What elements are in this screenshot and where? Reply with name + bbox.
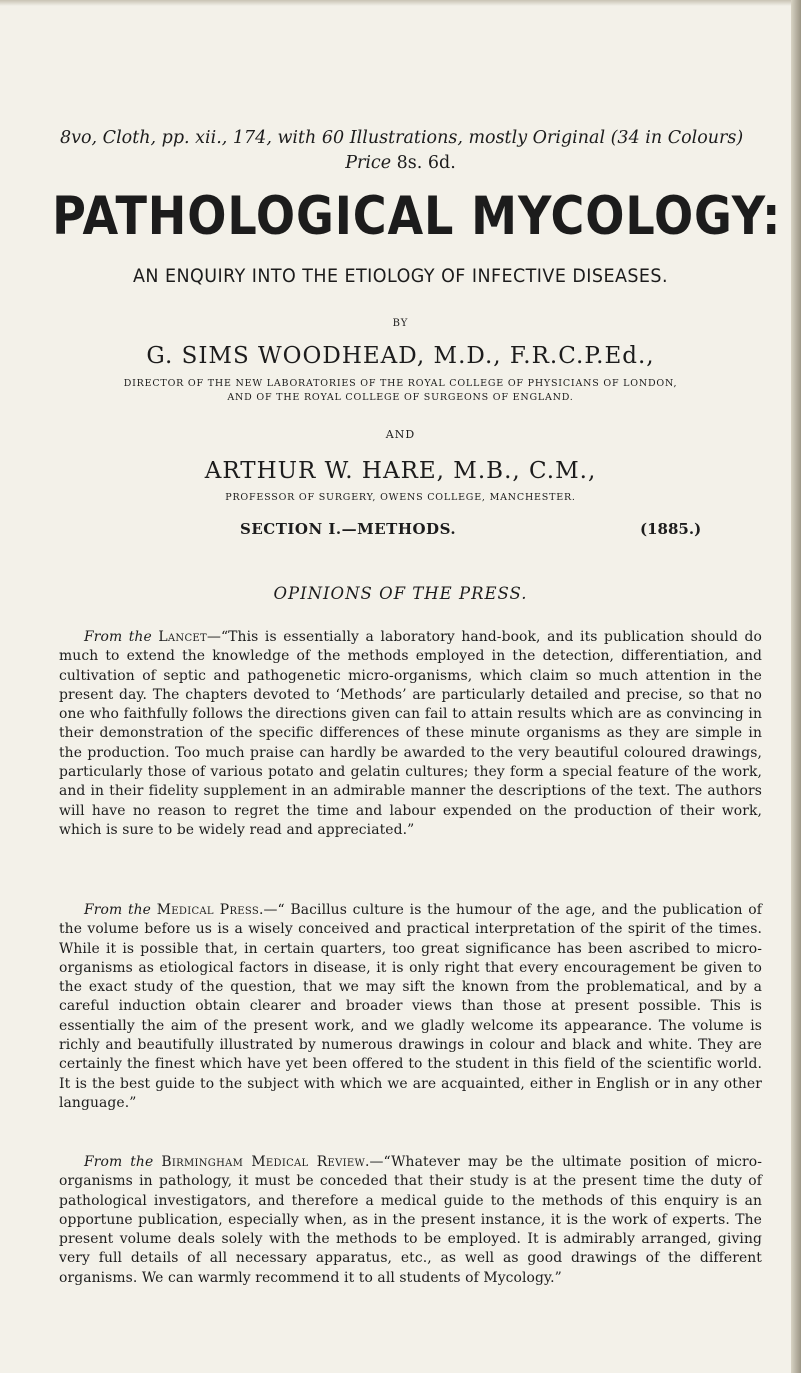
price-amount: 8s. 6d. — [396, 153, 456, 173]
book-subtitle: AN ENQUIRY INTO THE ETIOLOGY OF INFECTIVE DISEASES. — [132, 265, 669, 287]
review-from: From the — [84, 902, 152, 918]
price-line — [0, 153, 801, 173]
page-right-edge — [791, 0, 801, 1373]
affiliation-line-1: DIRECTOR OF THE NEW LABORATORIES OF THE ROYAL COLLEGE OF PHYSICIANS OF LONDON, — [123, 378, 678, 389]
book-title: PATHOLOGICAL MYCOLOGY: — [52, 186, 782, 247]
review-medical-press — [59, 901, 762, 1113]
review-text: .—“Whatever may be the ultimate position of micro-organisms in pathology, it must be conceded that their study is at the present time the duty of pathological investigators, and therefore a medical guide to the methods of this enquiry is an opportune publication, especially when, as in the present instance, it is the work of experts. The present volume deals solely with the methods to be employed. It is admirably arranged, giving very full details of all necessary apparatus, etc., as well as good drawings of the different organisms. We can warmly recommend it to all students of Mycology.” — [59, 1154, 763, 1286]
publication-year: (1885.) — [640, 520, 702, 538]
review-from: From the — [84, 1154, 154, 1170]
review-birmingham — [59, 1153, 762, 1288]
by-line: BY — [392, 318, 409, 329]
affiliation-line-2: AND OF THE ROYAL COLLEGE OF SURGEONS OF ENGLAND. — [227, 392, 574, 403]
review-source: Birmingham Medical Review — [161, 1154, 366, 1170]
section-heading: SECTION I.—METHODS. — [240, 520, 457, 538]
opinions-heading: OPINIONS OF THE PRESS. — [273, 584, 528, 603]
review-text: —“This is essentially a laboratory hand-book, and its publication should do much to extend the knowledge of the methods employed in the detection, differentiation, and cultivation of septic and pathogenetic micro-organisms, which claim so much attention in the present day. The chapters devoted to ‘Methods’ are particularly detailed and precise, so that no one who faithfully follows the directions given can fail to attain results which are as convincing in their demonstration of the specific differences of these minute organisms as they are simple in the production. Too much praise can hardly be awarded to the very beautiful coloured drawings, particularly those of various potato and gelatin cultures; they form a special feature of the work, and in their fidelity supplement in an admirable manner the descriptions of the text. The authors will have no reason to regret the time and labour expended on the production of their work, which is sure to be widely read and appreciated.” — [59, 629, 763, 838]
review-text: .—“ Bacillus culture is the humour of the age, and the publication of the volume before us is a wisely conceived and practical interpretation of the spirit of the times. While it is possible that, in certain quarters, too great significance has been ascribed to micro-organisms as etiological factors in disease, it is only right that every encouragement be given to the exact study of the question, that we may sift the known from the problematical, and by a careful induction obtain clearer and broader views than those at present possible. This is essentially the aim of the present work, and we gladly welcome its appearance. The volume is richly and beautifully illustrated by numerous drawings in colour and black and white. They are certainly the finest which have yet been offered to the student in this field of the scientific world. It is the best guide to the subject with which we are acquainted, either in English or in any other language.” — [59, 902, 763, 1111]
review-lancet — [59, 628, 762, 840]
author-hare: ARTHUR W. HARE, M.B., C.M., — [204, 458, 597, 484]
review-from: From the — [84, 629, 152, 645]
author-woodhead-affiliation — [0, 377, 801, 405]
price-label: Price — [345, 153, 392, 173]
and-separator: AND — [385, 428, 416, 441]
page-top-shadow — [0, 0, 801, 6]
author-woodhead: G. SIMS WOODHEAD, M.D., F.R.C.P.Ed., — [146, 343, 655, 369]
format-description: 8vo, Cloth, pp. xii., 174, with 60 Illustrations, mostly Original (34 in Colours) — [60, 128, 744, 148]
review-source: Medical Press — [156, 902, 260, 918]
author-hare-affiliation: PROFESSOR OF SURGERY, OWENS COLLEGE, MANCHESTER. — [225, 492, 576, 503]
review-source: Lancet — [158, 629, 207, 645]
